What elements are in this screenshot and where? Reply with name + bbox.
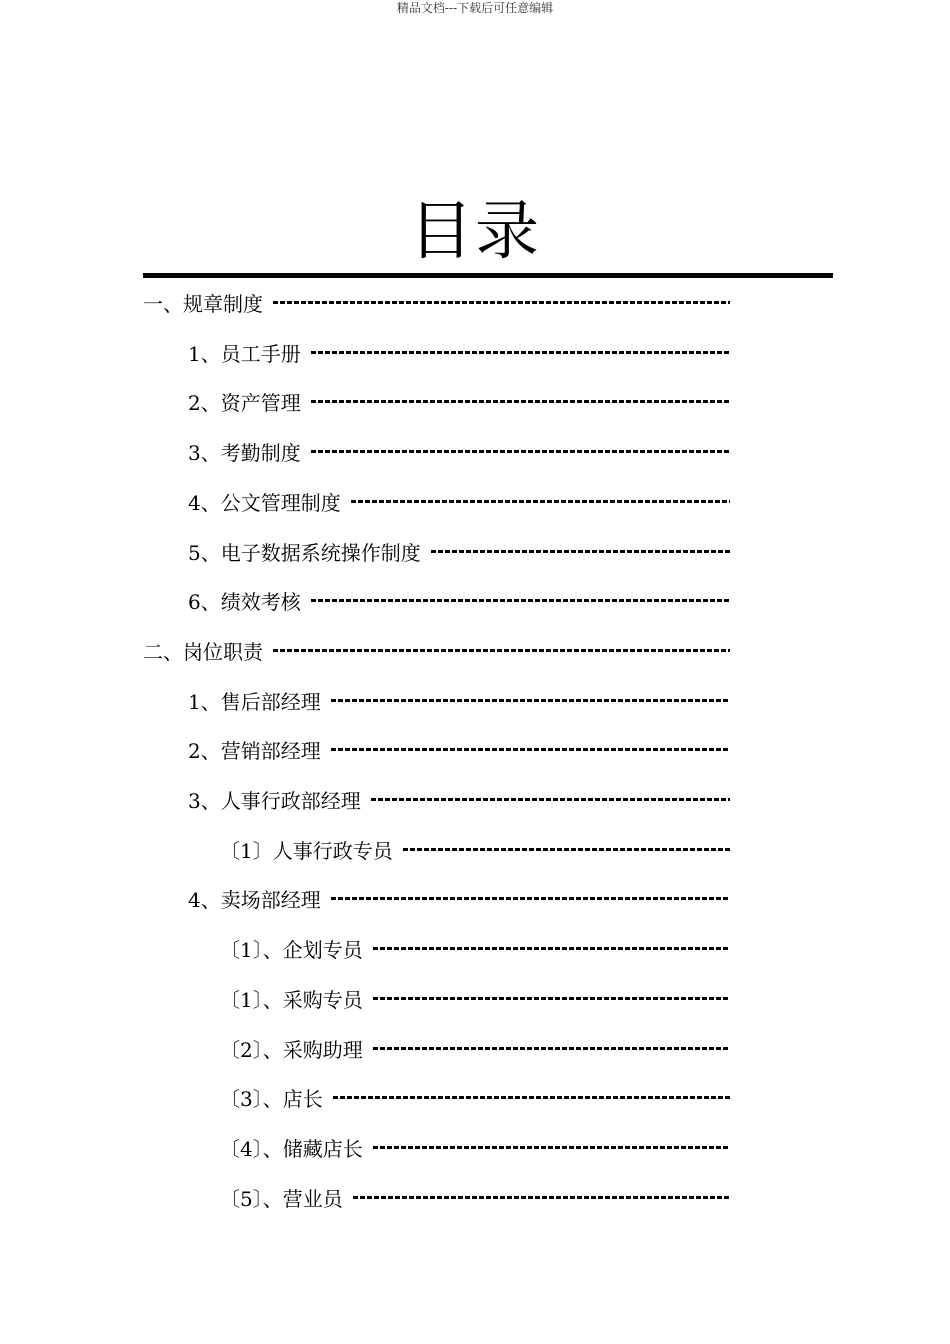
page-header: 精品文档---下载后可任意编辑 [396, 1, 554, 15]
toc-entry-label: 〔1〕人事行政专员 [220, 838, 393, 863]
toc-entry-label: 3、考勤制度 [188, 440, 301, 465]
toc-entry-label: 1、员工手册 [188, 341, 301, 366]
toc-dot-leader [403, 848, 730, 851]
toc-entry[interactable] [188, 685, 730, 715]
toc-entry-label: 4、卖场部经理 [188, 887, 321, 912]
toc-entry-label: 4、公文管理制度 [188, 490, 341, 515]
toc-entry-label: 〔2〕、采购助理 [220, 1037, 363, 1062]
toc-dot-leader [311, 450, 730, 453]
toc-entry-label: 一、规章制度 [143, 291, 263, 316]
toc-entry[interactable] [188, 337, 730, 367]
toc-entry[interactable] [188, 585, 730, 615]
toc-dot-leader [373, 1146, 730, 1149]
title-rule [143, 273, 833, 278]
toc-entry-label: 2、营销部经理 [188, 738, 321, 763]
toc-dot-leader [311, 599, 730, 602]
toc-entry[interactable] [220, 834, 730, 864]
toc-dot-leader [431, 550, 730, 553]
toc-entry[interactable] [220, 1182, 730, 1212]
toc-dot-leader [373, 1047, 730, 1050]
toc-dot-leader [311, 400, 730, 403]
toc-entry-label: 2、资产管理 [188, 390, 301, 415]
toc-entry[interactable] [188, 883, 730, 913]
toc-dot-leader [331, 897, 730, 900]
document-title: 目录 [409, 195, 541, 269]
toc-dot-leader [331, 748, 730, 751]
toc-entry[interactable] [188, 486, 730, 516]
toc-dot-leader [311, 351, 730, 354]
toc-dot-leader [353, 1196, 730, 1199]
toc-dot-leader [371, 798, 730, 801]
toc-entry-label: 1、售后部经理 [188, 689, 321, 714]
toc-entry-label: 〔1〕、企划专员 [220, 937, 363, 962]
toc-dot-leader [373, 997, 730, 1000]
toc-entry-label: 5、电子数据系统操作制度 [188, 540, 421, 565]
toc-entry-label: 〔4〕、储藏店长 [220, 1136, 363, 1161]
toc-dot-leader [373, 947, 730, 950]
toc-entry-label: 二、岗位职责 [143, 639, 263, 664]
toc-entry-label: 〔3〕、店长 [220, 1086, 323, 1111]
toc-entry[interactable] [188, 784, 730, 814]
toc-entry[interactable] [220, 933, 730, 963]
toc-entry-label: 〔1〕、采购专员 [220, 987, 363, 1012]
toc-entry[interactable] [220, 983, 730, 1013]
toc-entry[interactable] [220, 1132, 730, 1162]
toc-entry-label: 6、绩效考核 [188, 589, 301, 614]
toc-entry[interactable] [188, 734, 730, 764]
toc-dot-leader [331, 699, 730, 702]
toc-entry[interactable] [220, 1033, 730, 1063]
toc-entry[interactable] [188, 386, 730, 416]
toc-entry[interactable] [143, 635, 730, 665]
toc-entry[interactable] [220, 1082, 730, 1112]
toc-entry[interactable] [143, 287, 730, 317]
toc-dot-leader [351, 500, 730, 503]
toc-dot-leader [273, 301, 730, 304]
toc-entry-label: 3、人事行政部经理 [188, 788, 361, 813]
toc-dot-leader [273, 649, 730, 652]
toc-entry[interactable] [188, 436, 730, 466]
toc-entry[interactable] [188, 536, 730, 566]
toc-entry-label: 〔5〕、营业员 [220, 1186, 343, 1211]
toc-dot-leader [333, 1096, 730, 1099]
